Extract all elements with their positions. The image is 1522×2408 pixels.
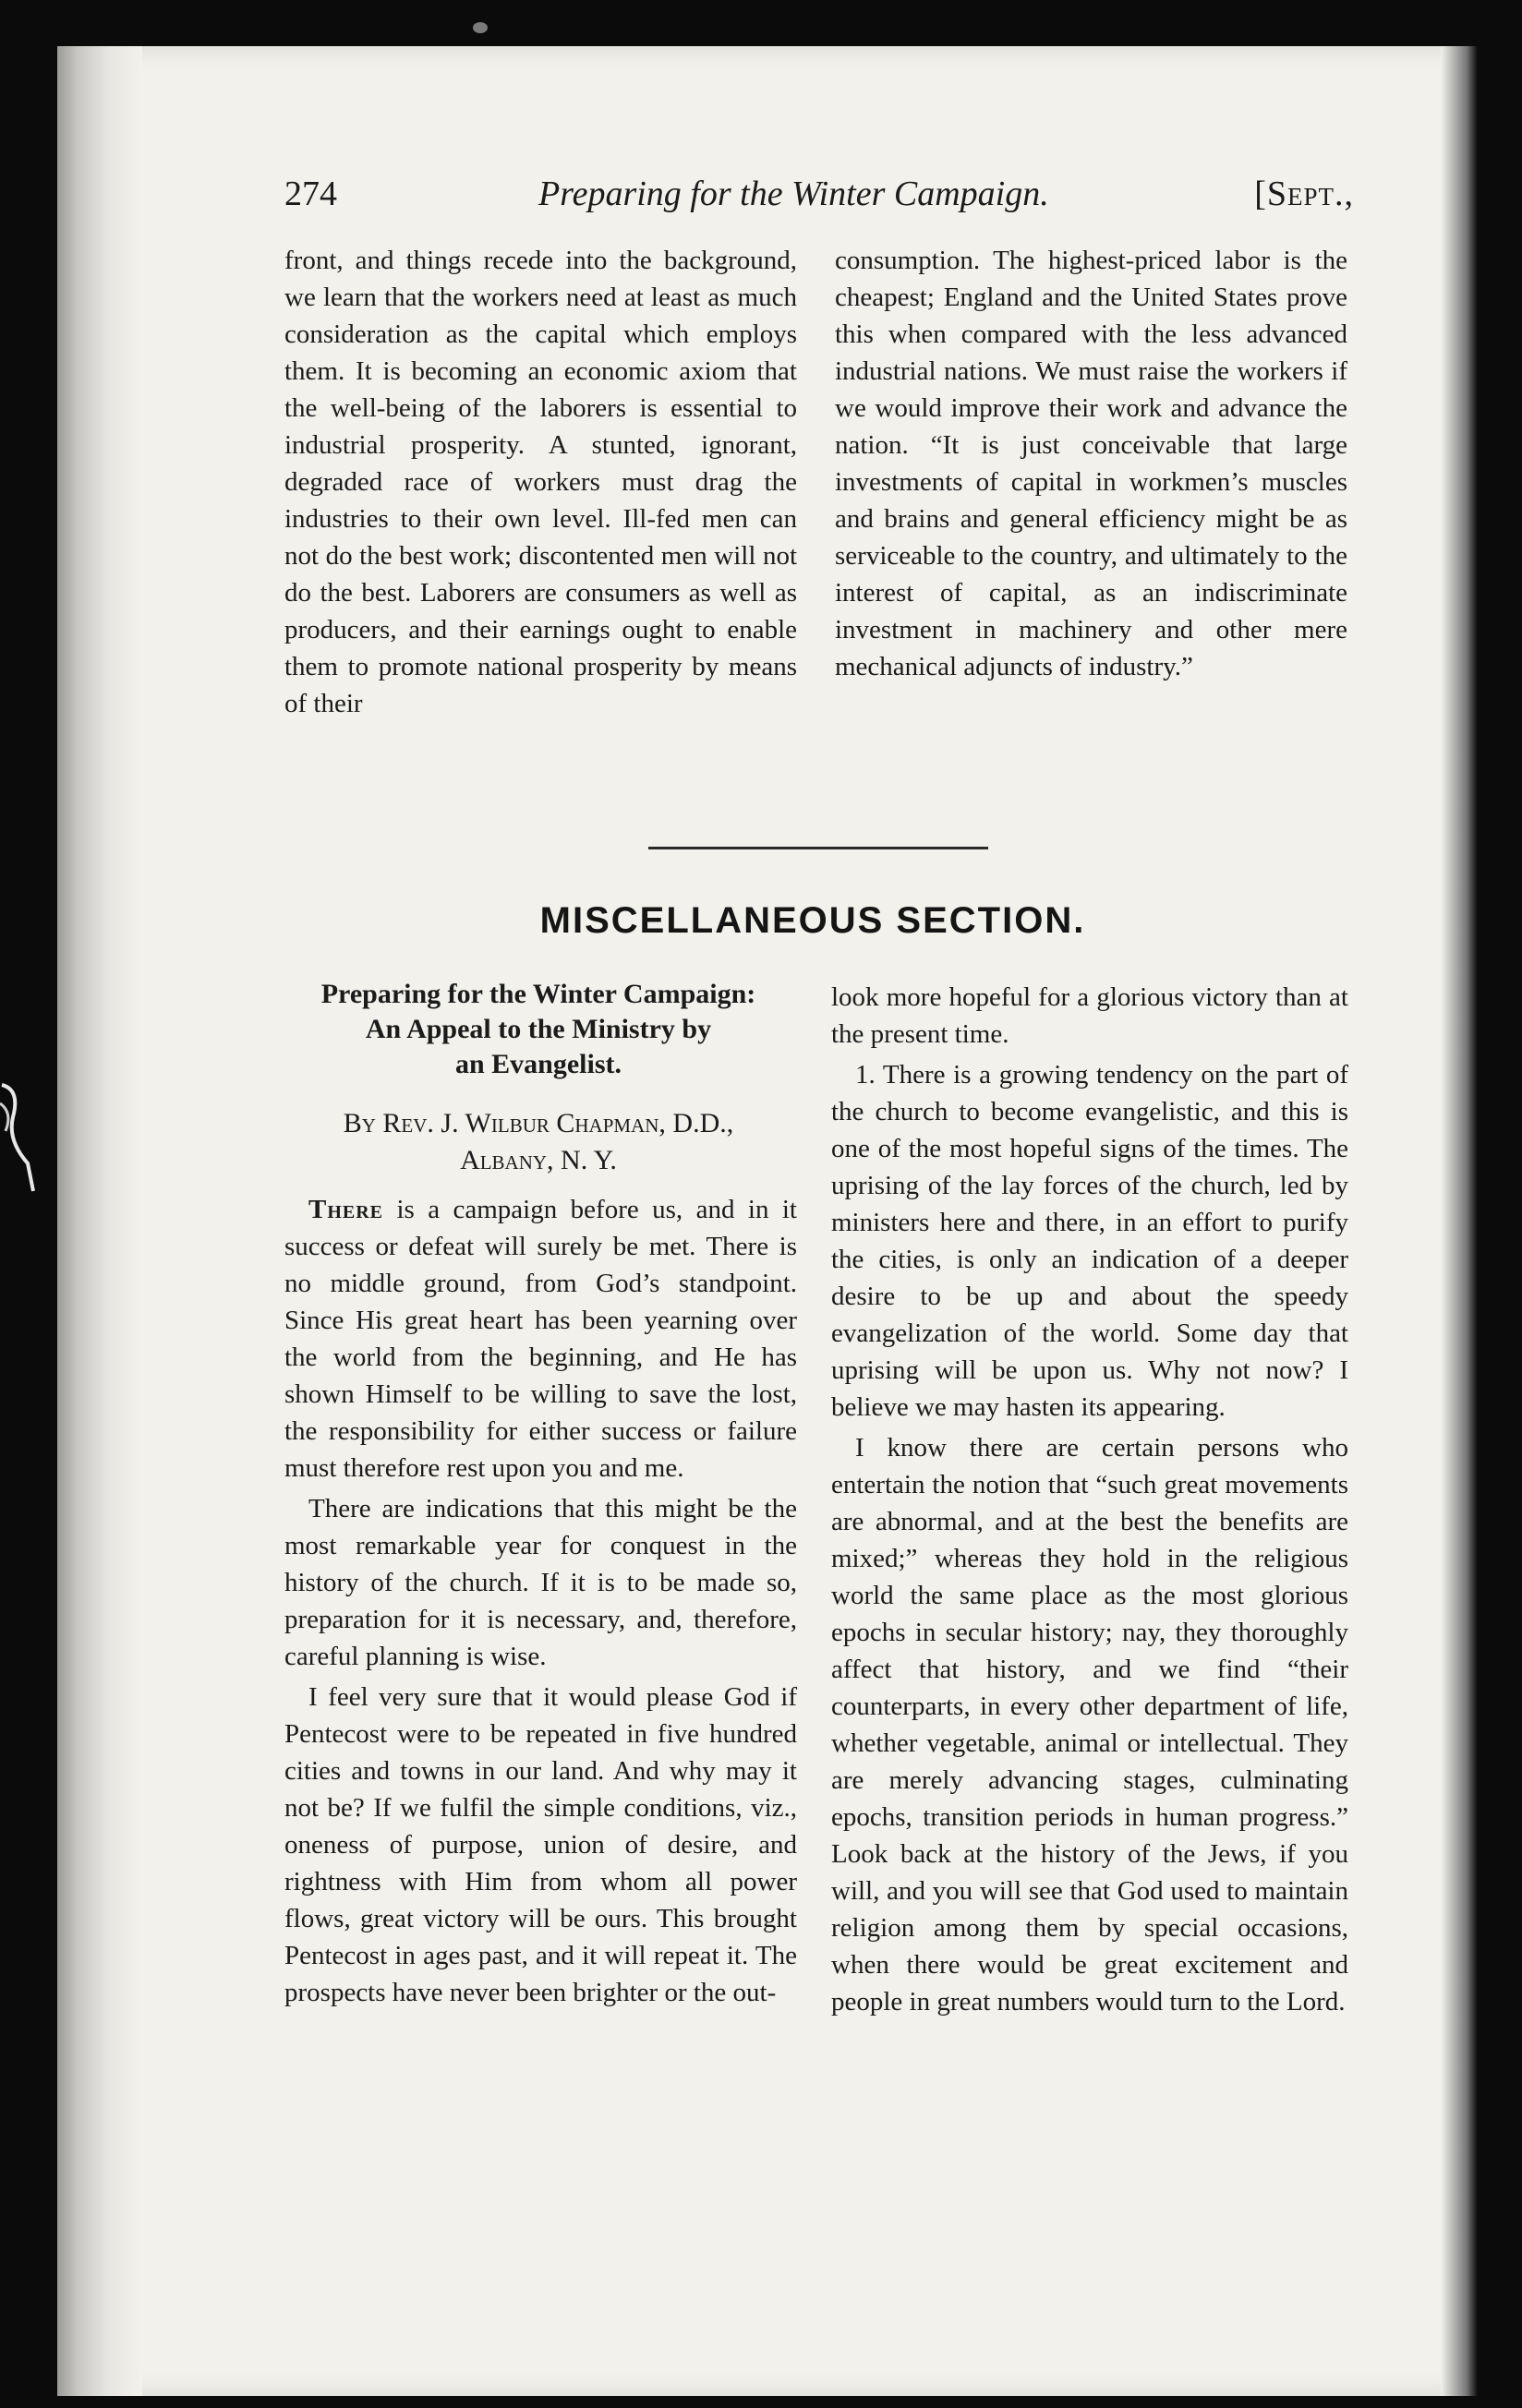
running-title: Preparing for the Winter Campaign. xyxy=(538,175,1049,213)
byline-author: By Rev. J. Wilbur Chapman, D.D., xyxy=(343,1108,734,1138)
running-header xyxy=(284,174,1354,225)
article-paragraph: 1. There is a growing tendency on the part of the church to become evangelistic, and this is one of the most hopeful signs of the times. The uprising of the lay forces of the church, led by ministers here and there, in an effort to purify the cities, is only an indication of a deeper desire to be up and about the speedy evangelization of the world. Some day that uprising will be upon us. Why not now? I believe we may hasten its appearing. xyxy=(831,1060,1348,1422)
article-right-column xyxy=(831,979,1348,2020)
article-paragraph: look more hopeful for a glorious victory than at the present time. xyxy=(831,982,1348,1049)
article-paragraph xyxy=(284,1191,797,1487)
article-paragraph: There are indications that this might be the most remarkable year for conquest in the history of the church. If it is to be made so, preparation for it is necessary, and, therefore, careful planning is wise. xyxy=(284,1494,797,1671)
section-heading: MISCELLANEOUS SECTION. xyxy=(539,900,1086,941)
running-month: [Sept., xyxy=(1254,175,1354,213)
top-right-paragraph: consumption. The highest-priced labor is the cheapest; England and the United States prove this when compared with the less advanced industrial nations. We must raise the workers if we would improve their work and advance the nation. “It is just conceivable that large investments of capital in workmen’s muscles and brains and general efficiency might be as serviceable to the country, and ultimately to the interest of capital, as an indiscriminate investment in machinery and other mere mechanical adjuncts of industry.” xyxy=(835,246,1347,681)
article-title-line: an Evangelist. xyxy=(454,1049,622,1079)
article-left-column xyxy=(284,1191,797,2011)
paragraph-text: is a campaign before us, and in it success or defeat will surely be met. There is no middle ground, from God’s standpoint. Since His great heart has been yearning over the world from the beginning, and He has shown Himself to be willing to save the lost, the responsibility for either success or failure must therefore rest upon you and me. xyxy=(284,1195,797,1483)
byline-location: Albany, N. Y. xyxy=(460,1145,617,1175)
article-title-line: An Appeal to the Ministry by xyxy=(365,1014,712,1044)
binding-edge xyxy=(57,46,142,2396)
article-title-line: Preparing for the Winter Campaign: xyxy=(320,979,756,1009)
top-left-column xyxy=(284,242,797,722)
article-title xyxy=(275,977,802,1082)
lead-word: There xyxy=(308,1195,384,1224)
clip-mark-icon xyxy=(0,1076,37,1196)
article-paragraph: I feel very sure that it would please God if Pentecost were to be repeated in five hundred cities and towns in our land. And why may it not be? If we fulfil the simple conditions, viz., oneness of purpose, union of desire, and rightness with Him from whom all power flows, great victory will be ours. This brought Pentecost in ages past, and it will repeat it. The prospects have never been brighter or the out- xyxy=(284,1682,797,2007)
page-number: 274 xyxy=(284,175,337,213)
top-left-paragraph: front, and things recede into the background, we learn that the workers need at least as much consideration as the capital which employs them. It is becoming an economic axiom that the well-being of the laborers is essential to industrial prosperity. A stunted, ignorant, degraded race of workers must drag the industries to their own level. Ill-fed men can not do the best work; discontented men will not do the best. Laborers are consumers as well as producers, and their earnings ought to enable them to promote national prosperity by means of their xyxy=(284,246,797,718)
ink-blot-mark xyxy=(471,20,489,35)
article-byline xyxy=(275,1105,802,1179)
section-divider xyxy=(648,847,988,849)
facing-page-edge xyxy=(1441,46,1478,2396)
article-paragraph: I know there are certain persons who entertain the notion that “such great movements are abnormal, and at the best the benefits are mixed;” whereas they hold in the religious world the same place as the most glorious epochs in secular history; nay, they thoroughly affect that history, and we find “their counterparts, in every other department of life, whether vegetable, animal or intellectual. They are merely advancing stages, culminating epochs, transition periods in human progress.” Look back at the history of the Jews, if you will, and you will see that God used to maintain religion among them by special occasions, when there would be great excitement and people in great numbers would turn to the Lord. xyxy=(831,1433,1348,2017)
top-right-column xyxy=(835,242,1347,685)
